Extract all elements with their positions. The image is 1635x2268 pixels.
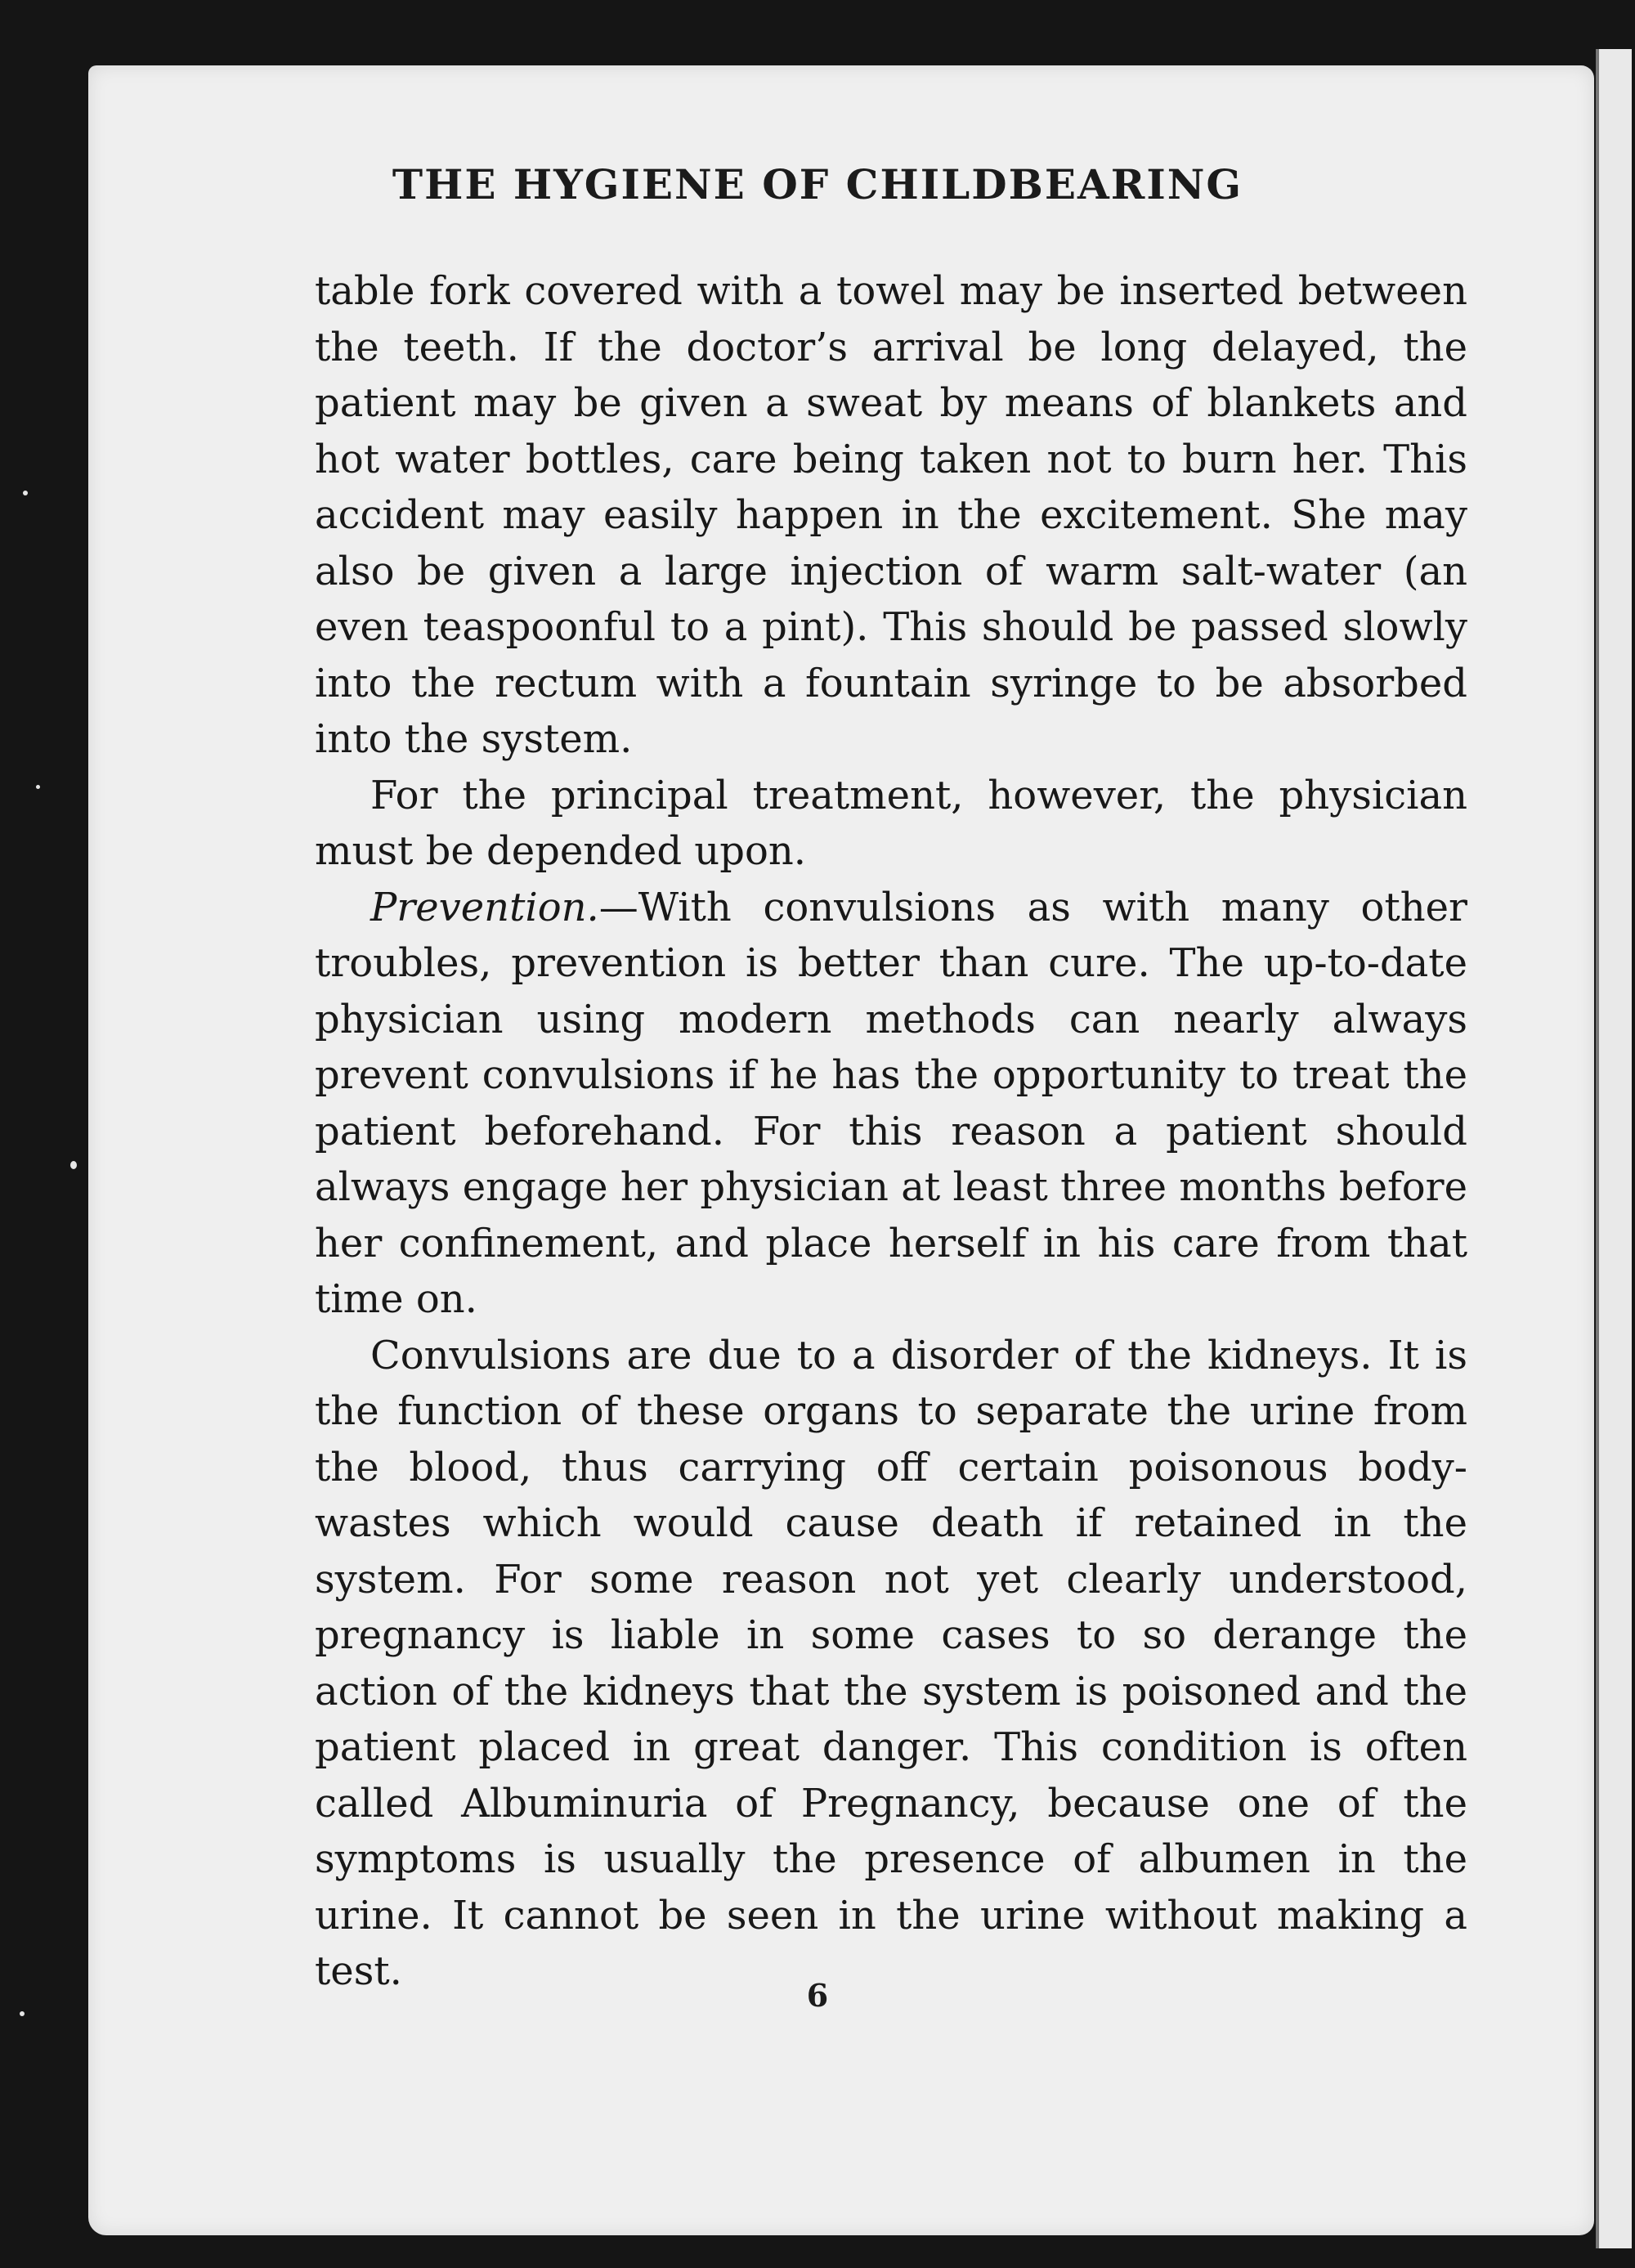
scan-speck — [36, 785, 40, 789]
paragraph-4: Convulsions are due to a disorder of the kidneys. It is the function of these organs to separate the urine from the blood, thus carrying off certain poisonous body-wastes which would cause death if retained in the system. For some reason not yet clearly understood, pregnancy is liable in some cases to so derange the action of the kidneys that the system is poisoned and the patient placed in great danger. This condition is often called Albuminuria of Pregnancy, because one of the symptoms is usually the presence of albumen in the urine. It cannot be seen in the urine without making a test. — [315, 1332, 1467, 1994]
paragraph-2: For the principal treatment, however, the physician must be depended upon. — [315, 772, 1467, 874]
paragraph-1: table fork covered with a towel may be inserted between the teeth. If the doctor’s arrival be long delayed, the patient may be given a sweat by means of blankets and hot water bottles, care being taken not to burn her. This accident may easily happen in the excitement. She may also be given a large injection of warm salt-water (an even teaspoonful to a pint). This should be passed slowly into the rectum with a fountain syringe to be absorbed into the system. — [315, 268, 1467, 762]
facing-page-edge — [1596, 49, 1632, 2248]
scan-speck — [70, 1161, 77, 1169]
body-text — [315, 263, 1467, 2000]
paragraph-3-lead: Prevention. — [370, 884, 599, 930]
paragraph-3 — [315, 880, 1467, 1328]
scan-speck — [23, 491, 28, 495]
running-head: THE HYGIENE OF CHILDBEARING — [392, 160, 1243, 208]
paragraph-3-text: —With convulsions as with many other troubles, prevention is better than cure. The up-to-date physician using modern methods can nearly always prevent convulsions if he has the opportunity to treat the patient beforehand. For this reason a patient should always engage her physician at least three months before her confinement, and place herself in his care from that time on. — [315, 884, 1467, 1322]
page-number: 6 — [806, 1977, 829, 2014]
